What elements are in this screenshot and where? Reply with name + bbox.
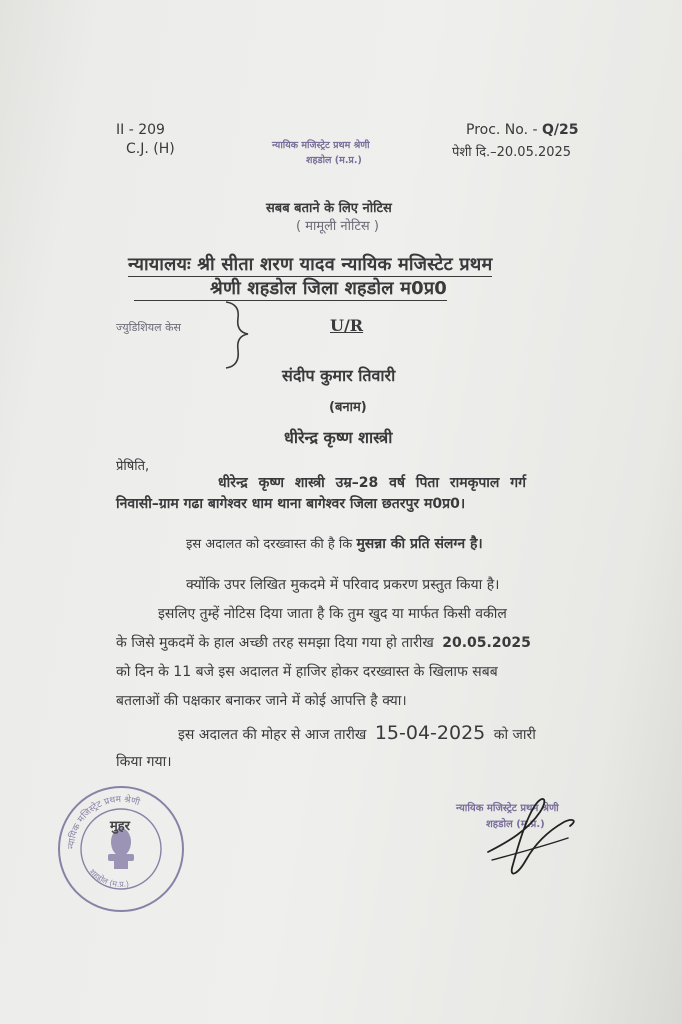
paragraph-3-line-2 [116,633,531,652]
round-seal-top-text: न्यायिक मजिस्ट्रेट प्रथम श्रेणी [66,794,141,850]
signature-icon [478,790,588,890]
top-seal-line2: शहडोल (म.प्र.) [306,155,362,166]
paragraph-4 [178,722,536,744]
paragraph-3-line-4: बतलाओं की पक्षकार बनाकर जाने में कोई आपत्ति है क्या। [116,693,407,709]
emblem-icon [108,828,134,869]
party-2: धीरेन्द्र कृष्ण शास्त्री [284,428,393,447]
paragraph-2: क्योंकि उपर लिखित मुकदमे में परिवाद प्रकरण प्रस्तुत किया है। [186,577,500,593]
court-round-seal [56,784,186,914]
seal-label: मुहर [110,819,130,834]
notice-subtitle: ( मामूली नोटिस ) [296,219,379,234]
versus-label: (बनाम) [329,400,367,415]
paragraph-4-end: को जारी [493,727,536,743]
paragraph-3-line-1: इसलिए तुम्हें नोटिस दिया जाता है कि तुम खुद या मार्फत किसी वकील [158,606,507,622]
notice-title: सबब बताने के लिए नोटिस [266,201,392,216]
top-seal-line1: न्यायिक मजिस्ट्रेट प्रथम श्रेणी [272,140,370,151]
address-line-1: धीरेन्द्र कृष्ण शास्त्री उम्र–28 वर्ष पिता रामकृपाल गर्ग [218,475,527,491]
judicial-case-label: ज्युडिशियल केस [116,321,181,334]
paragraph-3-line-2-text: के जिसे मुकदमें के हाल अच्छी तरह समझा दिया गया हो तारीख [116,635,434,651]
paragraph-3-line-3: को दिन के 11 बजे इस अदालत में हाजिर होकर दरख्वास्त के खिलाफ सबब [116,664,498,680]
proc-code: Q/25 [542,122,579,138]
appearance-date: 20.05.2025 [442,635,531,651]
paragraph-1 [186,534,483,553]
to-label: प्रेषिति, [116,459,150,474]
sign-seal-line2: शहडोल (म.प्र.) [486,819,545,830]
address-line-2: निवासी–ग्राम गढा बागेश्वर धाम थाना बागेश्वर जिला छतरपुर म0प्र0। [116,496,466,512]
paragraph-1-emphasis: मुसन्ना की प्रति संलग्न है। [356,536,483,552]
proc-label: Proc. No. - [466,122,538,138]
paragraph-4-text: इस अदालत की मोहर से आज तारीख [178,727,367,743]
proc-number [466,122,579,138]
curly-brace [222,300,252,370]
round-seal-bottom-text: शहडोल (म.प्र.) [87,867,130,889]
sign-seal-line1: न्यायिक मजिस्ट्रेट प्रथम श्रेणी [456,803,559,814]
case-code: U/R [330,316,364,335]
hearing-date: पेशी दि.–20.05.2025 [452,145,572,160]
paragraph-1-text: इस अदालत को दरख्वास्त की है कि [186,537,353,552]
case-number: II - 209 [116,122,165,138]
issue-date: 15-04-2025 [374,722,486,744]
paragraph-4-line-2: किया गया। [116,754,172,770]
party-1: संदीप कुमार तिवारी [282,366,396,385]
court-line-2: श्रेणी शहडोल जिला शहडोल म0प्र0 [134,276,447,301]
case-type: C.J. (H) [126,141,175,157]
court-line-1: न्यायालयः श्री सीता शरण यादव न्यायिक मजिस्टेट प्रथम [128,254,493,275]
